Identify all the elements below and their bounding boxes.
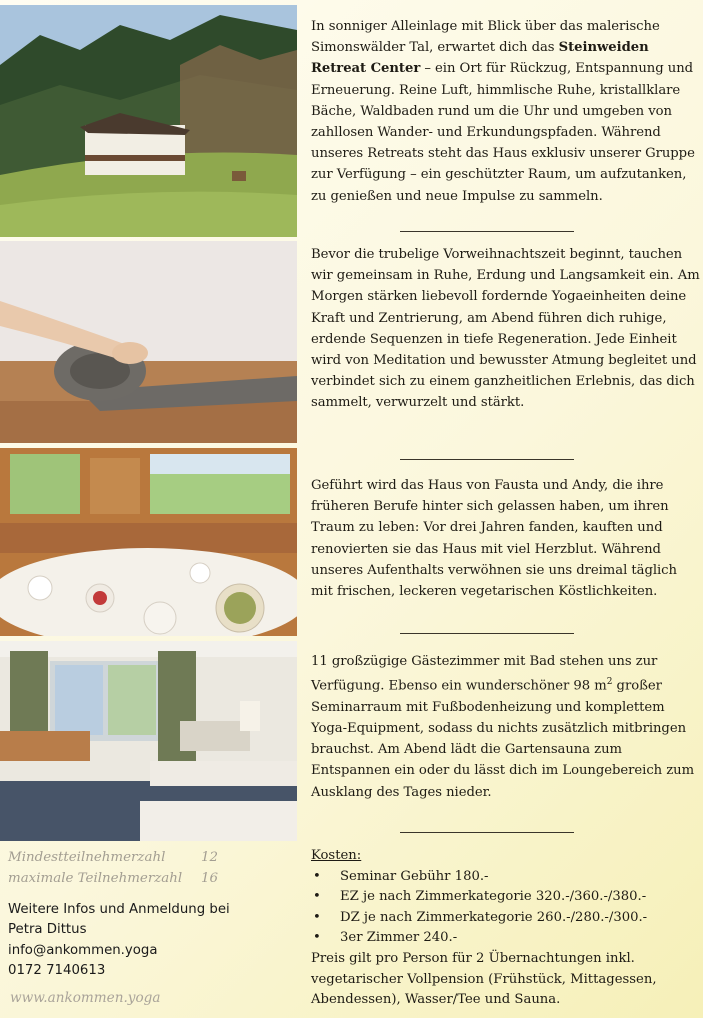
costs-heading: Kosten: <box>311 848 362 863</box>
max-participants-label: maximale Teilnehmerzahl <box>8 871 183 886</box>
separator-line <box>400 832 574 833</box>
intro-paragraph: In sonniger Alleinlage mit Blick über das malerische Simonswälder Tal, erwartet dich das Steinweiden Retreat Center – ein Ort für Rückzug, Entspannung und Erneuerung. Reine Luft, himmlische Ruhe, kristallklare Bäche, Waldbaden rund um die Uhr und umgeben von zahllosen Wander- und Erkundungspfaden. Während unseres Retreats steht das Haus exklusiv unserer Gruppe zur Verfügung – ein geschützter Raum, um aufzutanken, zu genießen und neue Impulse zu sammeln. <box>311 19 695 204</box>
photo-breakfast-table <box>0 448 297 636</box>
price-note: Preis gilt pro Person für 2 Übernachtungen inkl. vegetarischer Vollpension (Frühstück, Mittagessen, Abendessen), Wasser/Tee und Sauna. <box>311 950 657 1008</box>
costs-list <box>311 867 701 949</box>
rooms-paragraph: 11 großzügige Gästezimmer mit Bad stehen uns zur Verfügung. Ebenso ein wunderschöner 98 $m^2$ großer Seminarraum mit Fußbodenheizung und komplettem Yoga-Equipment, sodass du nichts zusätzlich mitbringen brauchst. Am Abend lädt die Gartensauna zum Entspannen ein oder du lässt dich im Loungebereich zum Ausklang des Tages nieder. <box>311 654 695 800</box>
cost-item: • 3er Zimmer 240.- <box>311 928 701 949</box>
contact-email[interactable]: info@ankommen.yoga <box>8 942 158 958</box>
min-participants-label: Mindestteilnehmerzahl <box>8 850 166 865</box>
min-participants-value: 12 <box>201 850 219 865</box>
photo-retreat-house <box>0 5 297 237</box>
min-participants <box>8 850 238 865</box>
max-participants-value: 16 <box>201 871 219 886</box>
contact-block <box>8 900 298 982</box>
website-link[interactable]: www.ankommen.yoga <box>10 990 161 1006</box>
yoga-paragraph: Bevor die trubelige Vorweihnachtszeit beginnt, tauchen wir gemeinsam in Ruhe, Erdung und Langsamkeit ein. Am Morgen stärken liebevoll fordernde Yogaeinheiten deine Kraft und Zentrierung, am Abend führen dich ruhige, erdende Sequenzen in tiefe Regeneration. Jede Einheit wird von Meditation und bewusster Atmung begleitet und verbindet sich zu einem ganzheitlichen Erlebnis, das dich sammelt, verwurzelt und stärkt. <box>311 247 700 411</box>
photo-yoga-mat <box>0 241 297 443</box>
separator-line <box>400 633 574 634</box>
cost-item: • Seminar Gebühr 180.- <box>311 867 701 888</box>
contact-intro: Weitere Infos und Anmeldung bei <box>8 902 230 917</box>
cost-item: • EZ je nach Zimmerkategorie 320.-/360.-/380.- <box>311 887 701 908</box>
costs-section <box>311 846 701 1011</box>
cost-item: • DZ je nach Zimmerkategorie 260.-/280.-/300.- <box>311 908 701 929</box>
contact-name: Petra Dittus <box>8 922 87 938</box>
contact-phone[interactable]: 0172 7140613 <box>8 963 106 979</box>
separator-line <box>400 459 574 460</box>
hosts-paragraph: Geführt wird das Haus von Fausta und Andy, die ihre früheren Berufe hinter sich gelassen haben, um ihren Traum zu leben: Vor drei Jahren fanden, kauften und renovierten sie das Haus mit viel Herzblut. Während unseres Aufenthalts verwöhnen sie uns dreimal täglich mit frischen, leckeren vegetarischen Köstlichkeiten. <box>311 478 677 600</box>
max-participants <box>8 871 238 886</box>
photo-guest-room <box>0 641 297 841</box>
retreat-center-name: Steinweiden Retreat Center <box>311 40 649 77</box>
separator-line <box>400 231 574 232</box>
